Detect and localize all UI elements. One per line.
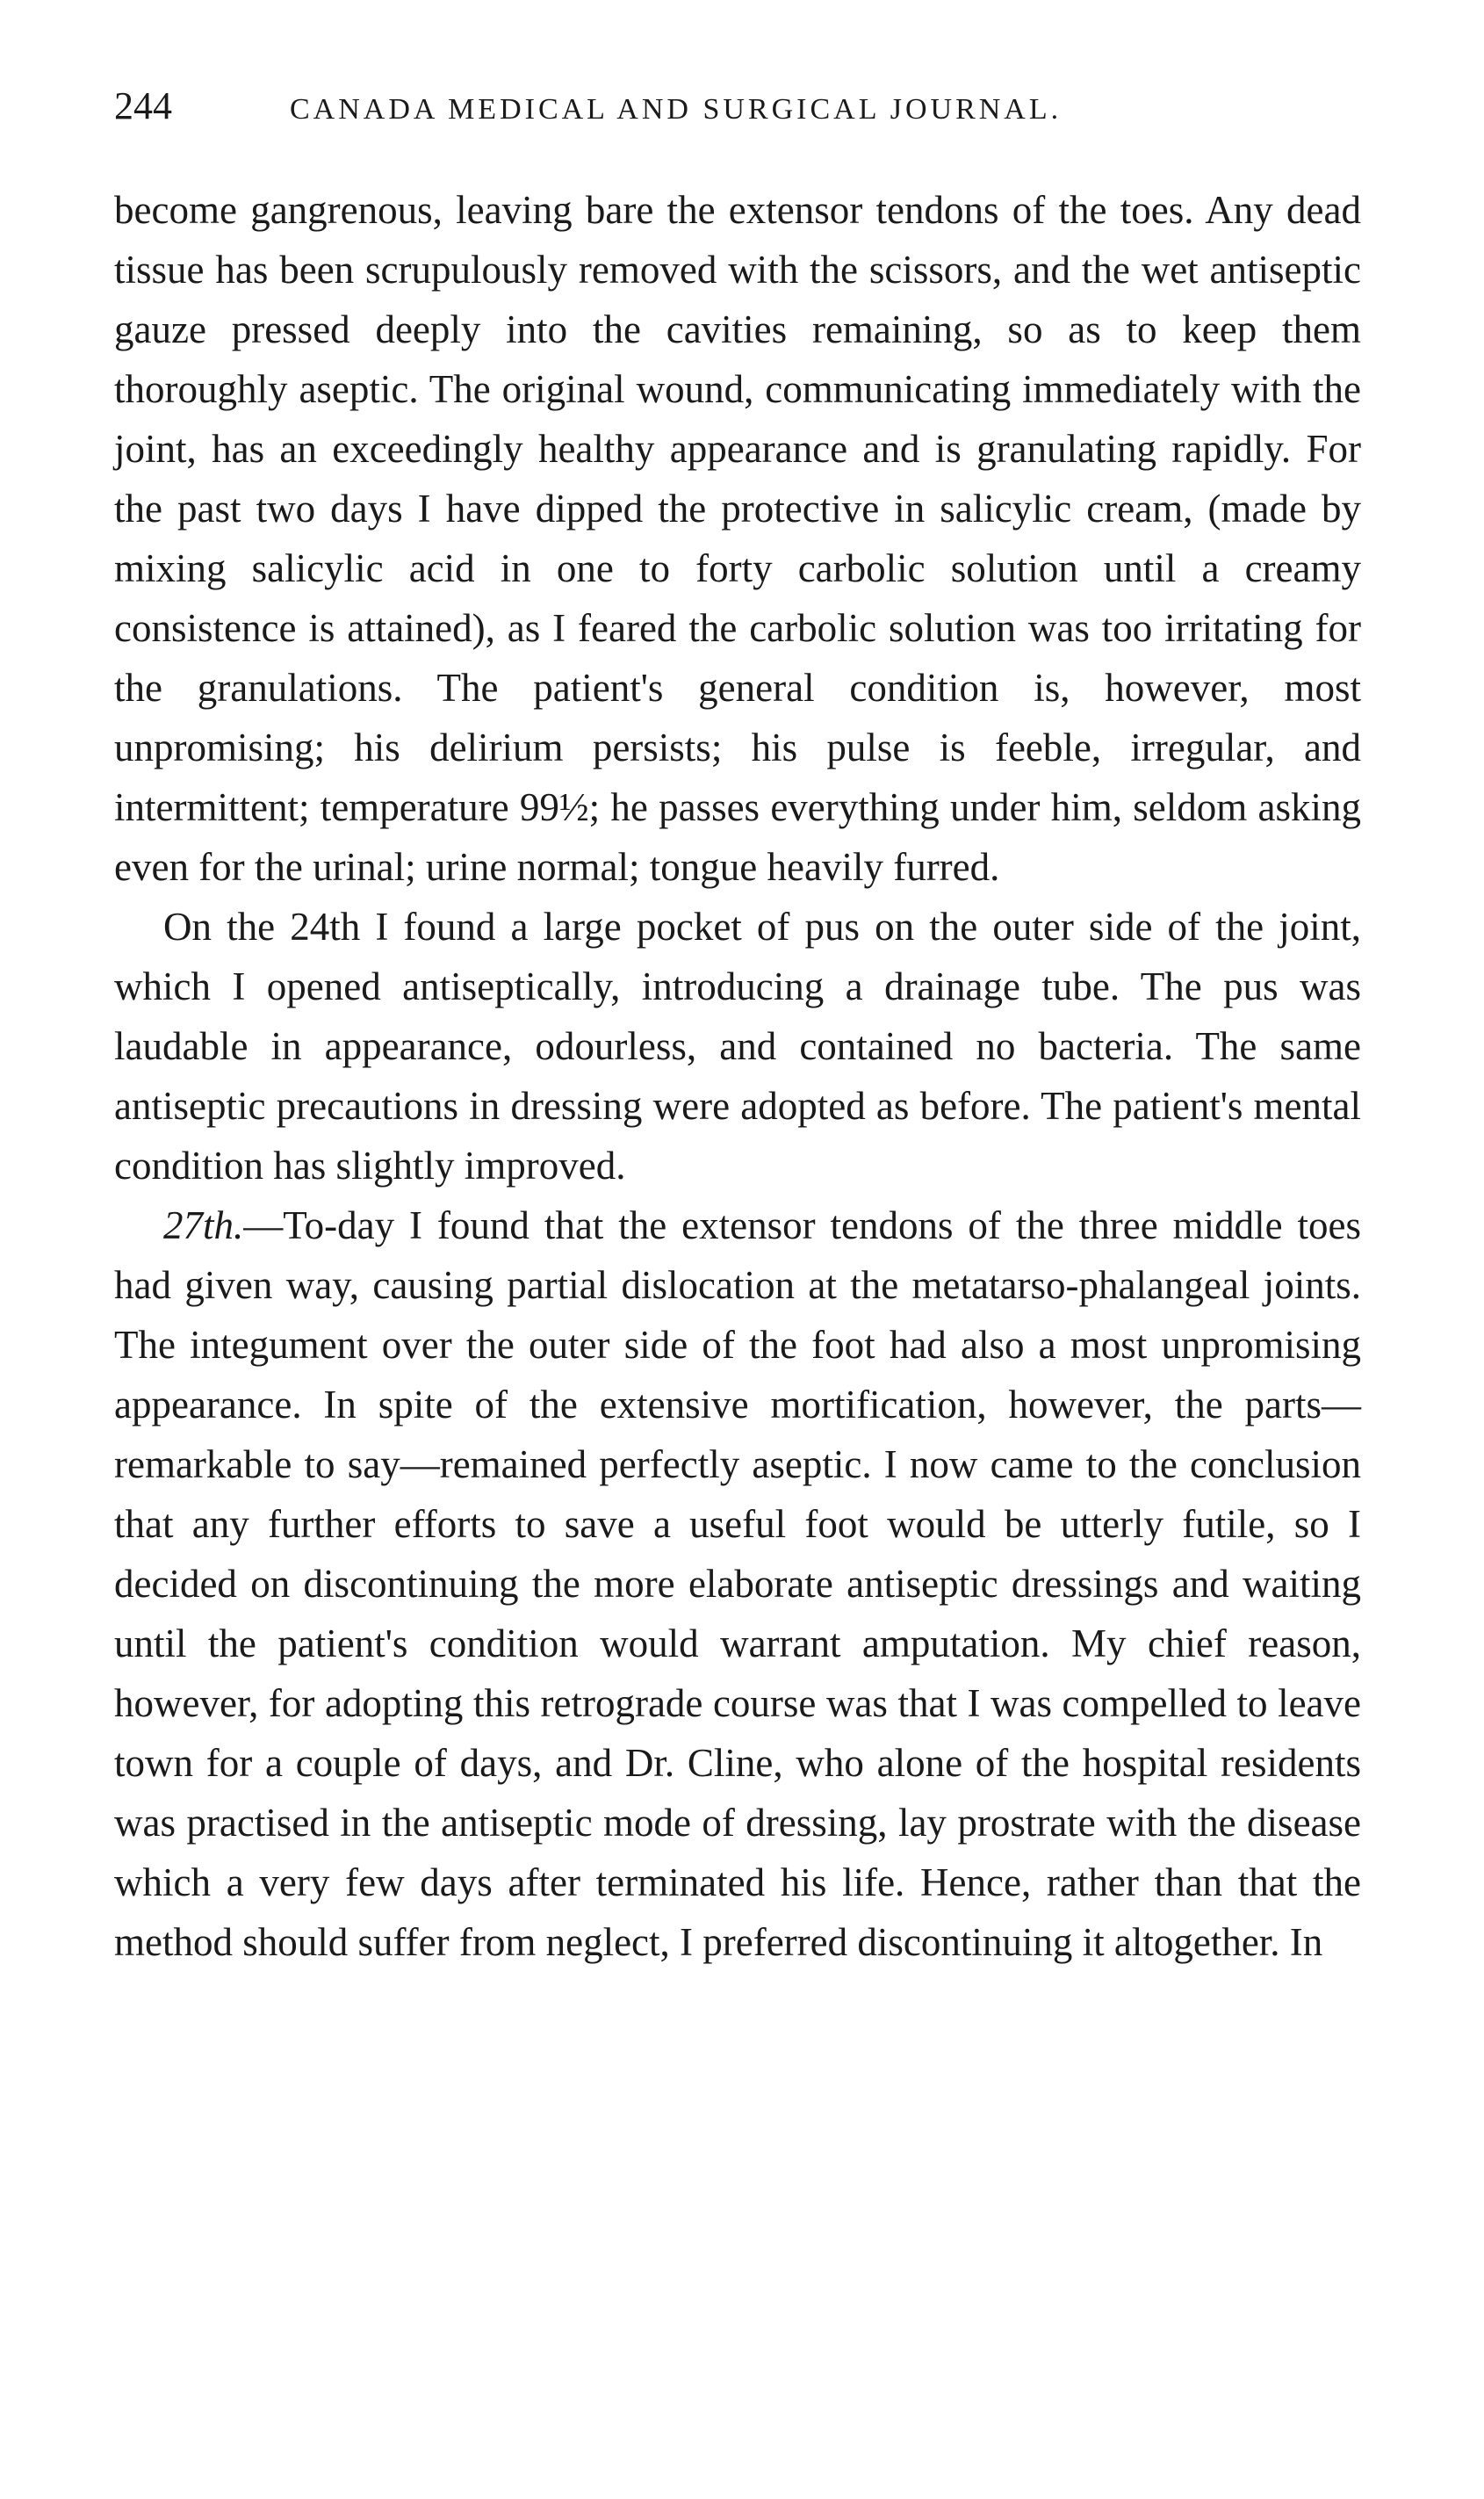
paragraph-3-text: —To-day I found that the extensor tendons of the three middle toes had given way, causing partial dislocation at the metatarso-phalangeal joints. The integument over the outer side of the foot had also a most unpromising appearance. In spite of the extensive mortification, however, the parts—remarkable to say—remained perfectly aseptic. I now came to the conclusion that any further efforts to save a useful foot would be utterly futile, so I decided on discontinuing the more elaborate antiseptic dressings and waiting until the patient's condition would warrant amputation. My chief reason, however, for adopting this retrograde course was that I was compelled to leave town for a couple of days, and Dr. Cline, who alone of the hospital residents was practised in the antiseptic mode of dressing, lay prostrate with the disease which a very few days after terminated his life. Hence, rather than that the method should suffer from neglect, I preferred discontinuing it altogether. In xyxy=(114,1203,1361,1964)
body-text xyxy=(114,180,1361,1972)
page-number: 244 xyxy=(114,84,172,127)
paragraph-2-text: On the 24th I found a large pocket of pus on the outer side of the joint, which I opened antiseptically, introducing a drainage tube. The pus was laudable in appearance, odourless, and contained no bacteria. The same antiseptic precautions in dressing were adopted as before. The patient's mental condition has slightly improved. xyxy=(114,905,1361,1188)
paragraph-1-text: become gangrenous, leaving bare the extensor tendons of the toes. Any dead tissue has been scrupulously removed with the scissors, and the wet antiseptic gauze pressed deeply into the cavities remaining, so as to keep them thoroughly aseptic. The original wound, communicating immediately with the joint, has an exceedingly healthy appearance and is granulating rapidly. For the past two days I have dipped the protective in salicylic cream, (made by mixing salicylic acid in one to forty carbolic solution until a creamy consistence is attained), as I feared the carbolic solution was too irritating for the granulations. The patient's general condition is, however, most unpromising; his delirium persists; his pulse is feeble, irregular, and intermittent; temperature 99½; he passes everything under him, seldom asking even for the urinal; urine normal; tongue heavily furred. xyxy=(114,188,1361,889)
paragraph-3-date: 27th. xyxy=(163,1203,244,1247)
paragraph-1 xyxy=(114,180,1361,897)
journal-title: CANADA MEDICAL AND SURGICAL JOURNAL. xyxy=(290,93,1063,126)
paragraph-3 xyxy=(114,1195,1361,1972)
running-head xyxy=(114,83,1361,136)
paragraph-2 xyxy=(114,897,1361,1195)
document-page xyxy=(114,83,1361,1972)
